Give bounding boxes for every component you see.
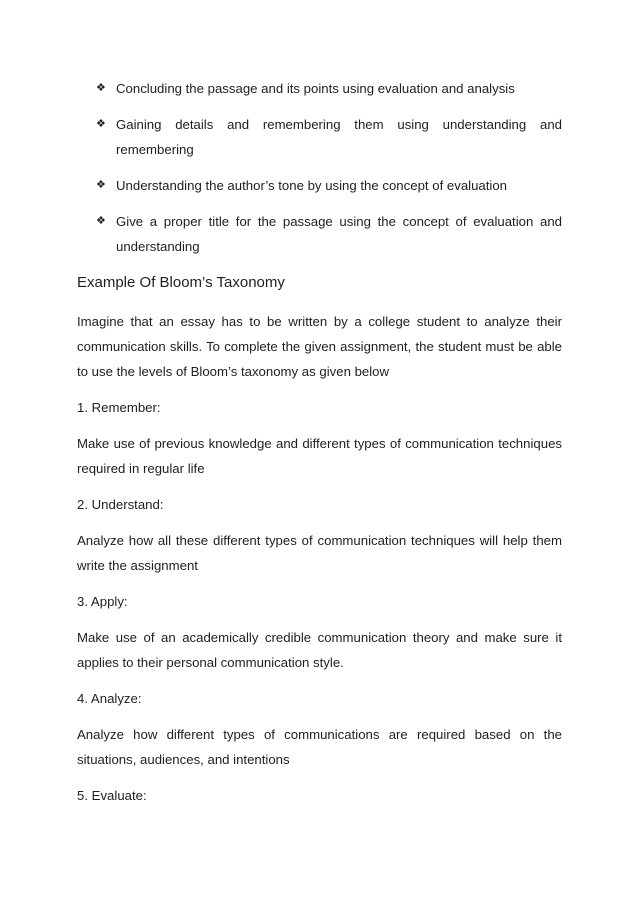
level-text-remember: Make use of previous knowledge and different types of communication techniques required in regular life bbox=[77, 436, 562, 476]
level-title-understand: 2. Understand: bbox=[77, 497, 164, 512]
level-text-apply: Make use of an academically credible communication theory and make sure it applies to their personal communication style. bbox=[77, 630, 562, 670]
level-text-analyze: Analyze how different types of communications are required based on the situations, audiences, and intentions bbox=[77, 727, 562, 767]
bullet-text: Understanding the author’s tone by using the concept of evaluation bbox=[116, 178, 508, 193]
diamond-bullet-icon: ❖ bbox=[96, 118, 106, 130]
bullet-item bbox=[96, 76, 562, 101]
level-title-remember: 1. Remember: bbox=[77, 400, 161, 415]
bullet-item bbox=[96, 209, 562, 259]
section-heading: Example Of Bloom’s Taxonomy bbox=[77, 274, 285, 291]
diamond-bullet-icon: ❖ bbox=[96, 82, 106, 94]
level-title-apply: 3. Apply: bbox=[77, 594, 128, 609]
intro-paragraph: Imagine that an essay has to be written by a college student to analyze their communication skills. To complete the given assignment, the student must be able to use the levels of Bloom’s taxonomy as given below bbox=[77, 314, 562, 379]
bullet-item bbox=[96, 173, 562, 198]
bullet-text: Gaining details and remembering them using understanding and remembering bbox=[116, 117, 562, 157]
main-content bbox=[77, 271, 562, 819]
bullet-text: Give a proper title for the passage using the concept of evaluation and understanding bbox=[116, 214, 562, 254]
diamond-bullet-icon: ❖ bbox=[96, 215, 106, 227]
bullet-text: Concluding the passage and its points using evaluation and analysis bbox=[116, 81, 515, 96]
level-title-analyze: 4. Analyze: bbox=[77, 691, 142, 706]
level-text-understand: Analyze how all these different types of communication techniques will help them write the assignment bbox=[77, 533, 562, 573]
diamond-bullet-icon: ❖ bbox=[96, 179, 106, 191]
level-title-evaluate: 5. Evaluate: bbox=[77, 788, 147, 803]
bullet-item bbox=[96, 112, 562, 162]
bullet-list bbox=[96, 76, 562, 270]
